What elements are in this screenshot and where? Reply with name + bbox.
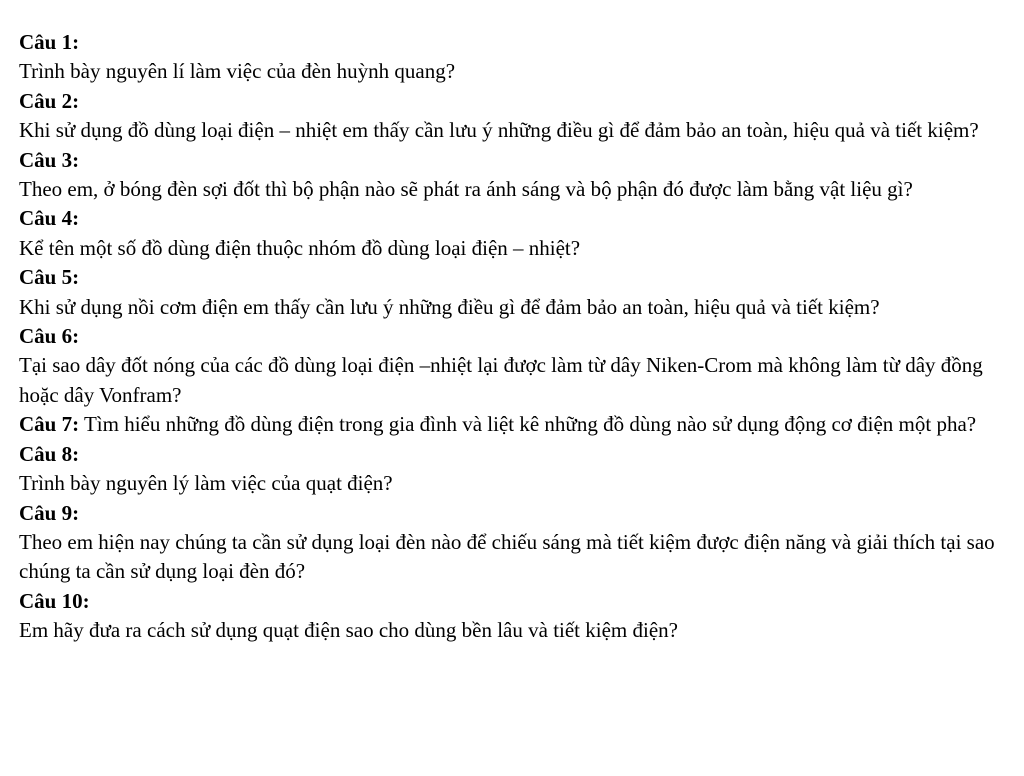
question-label: Câu 7:: [19, 412, 80, 437]
question-label: Câu 4:: [19, 206, 80, 231]
question-2: [19, 87, 1009, 146]
question-4: [19, 204, 1009, 263]
question-8: [19, 440, 1009, 499]
question-9: [19, 499, 1009, 587]
question-label: Câu 1:: [19, 30, 80, 54]
question-text: Trình bày nguyên lí làm việc của đèn huỳnh quang?: [19, 59, 456, 84]
question-label: Câu 6:: [19, 324, 80, 349]
question-7: [19, 410, 1009, 439]
question-text: Theo em hiện nay chúng ta cần sử dụng loại đèn nào để chiếu sáng mà tiết kiệm được điện năng và giải thích tại sao chúng ta cần sử dụng loại đèn đó?: [19, 529, 995, 584]
question-text: Tìm hiểu những đồ dùng điện trong gia đình và liệt kê những đồ dùng nào sử dụng động cơ điện một pha?: [79, 412, 977, 437]
question-text: Khi sử dụng nồi cơm điện em thấy cần lưu ý những điều gì để đảm bảo an toàn, hiệu quả và tiết kiệm?: [19, 294, 880, 319]
question-label: Câu 5:: [19, 265, 80, 290]
question-text: Trình bày nguyên lý làm việc của quạt điện?: [19, 471, 393, 496]
question-10: [19, 587, 1009, 646]
question-label: Câu 2:: [19, 88, 80, 113]
question-document: [19, 28, 1009, 646]
question-label: Câu 9:: [19, 500, 80, 525]
question-label: Câu 8:: [19, 441, 80, 466]
question-text: Khi sử dụng đồ dùng loại điện – nhiệt em thấy cần lưu ý những điều gì để đảm bảo an toàn, hiệu quả và tiết kiệm?: [19, 118, 979, 143]
question-text: Theo em, ở bóng đèn sợi đốt thì bộ phận nào sẽ phát ra ánh sáng và bộ phận đó được làm bằng vật liệu gì?: [19, 177, 913, 202]
question-label: Câu 3:: [19, 147, 80, 172]
question-text: Tại sao dây đốt nóng của các đồ dùng loại điện –nhiệt lại được làm từ dây Niken-Crom mà không làm từ dây đồng hoặc dây Vonfram?: [19, 353, 983, 407]
question-label: Câu 10:: [19, 588, 90, 613]
question-3: [19, 146, 1009, 205]
question-text: Kể tên một số đồ dùng điện thuộc nhóm đồ dùng loại điện – nhiệt?: [19, 235, 581, 260]
question-6: [19, 322, 1009, 410]
question-1: [19, 28, 1009, 87]
question-text: Em hãy đưa ra cách sử dụng quạt điện sao cho dùng bền lâu và tiết kiệm điện?: [19, 618, 678, 643]
question-5: [19, 263, 1009, 322]
